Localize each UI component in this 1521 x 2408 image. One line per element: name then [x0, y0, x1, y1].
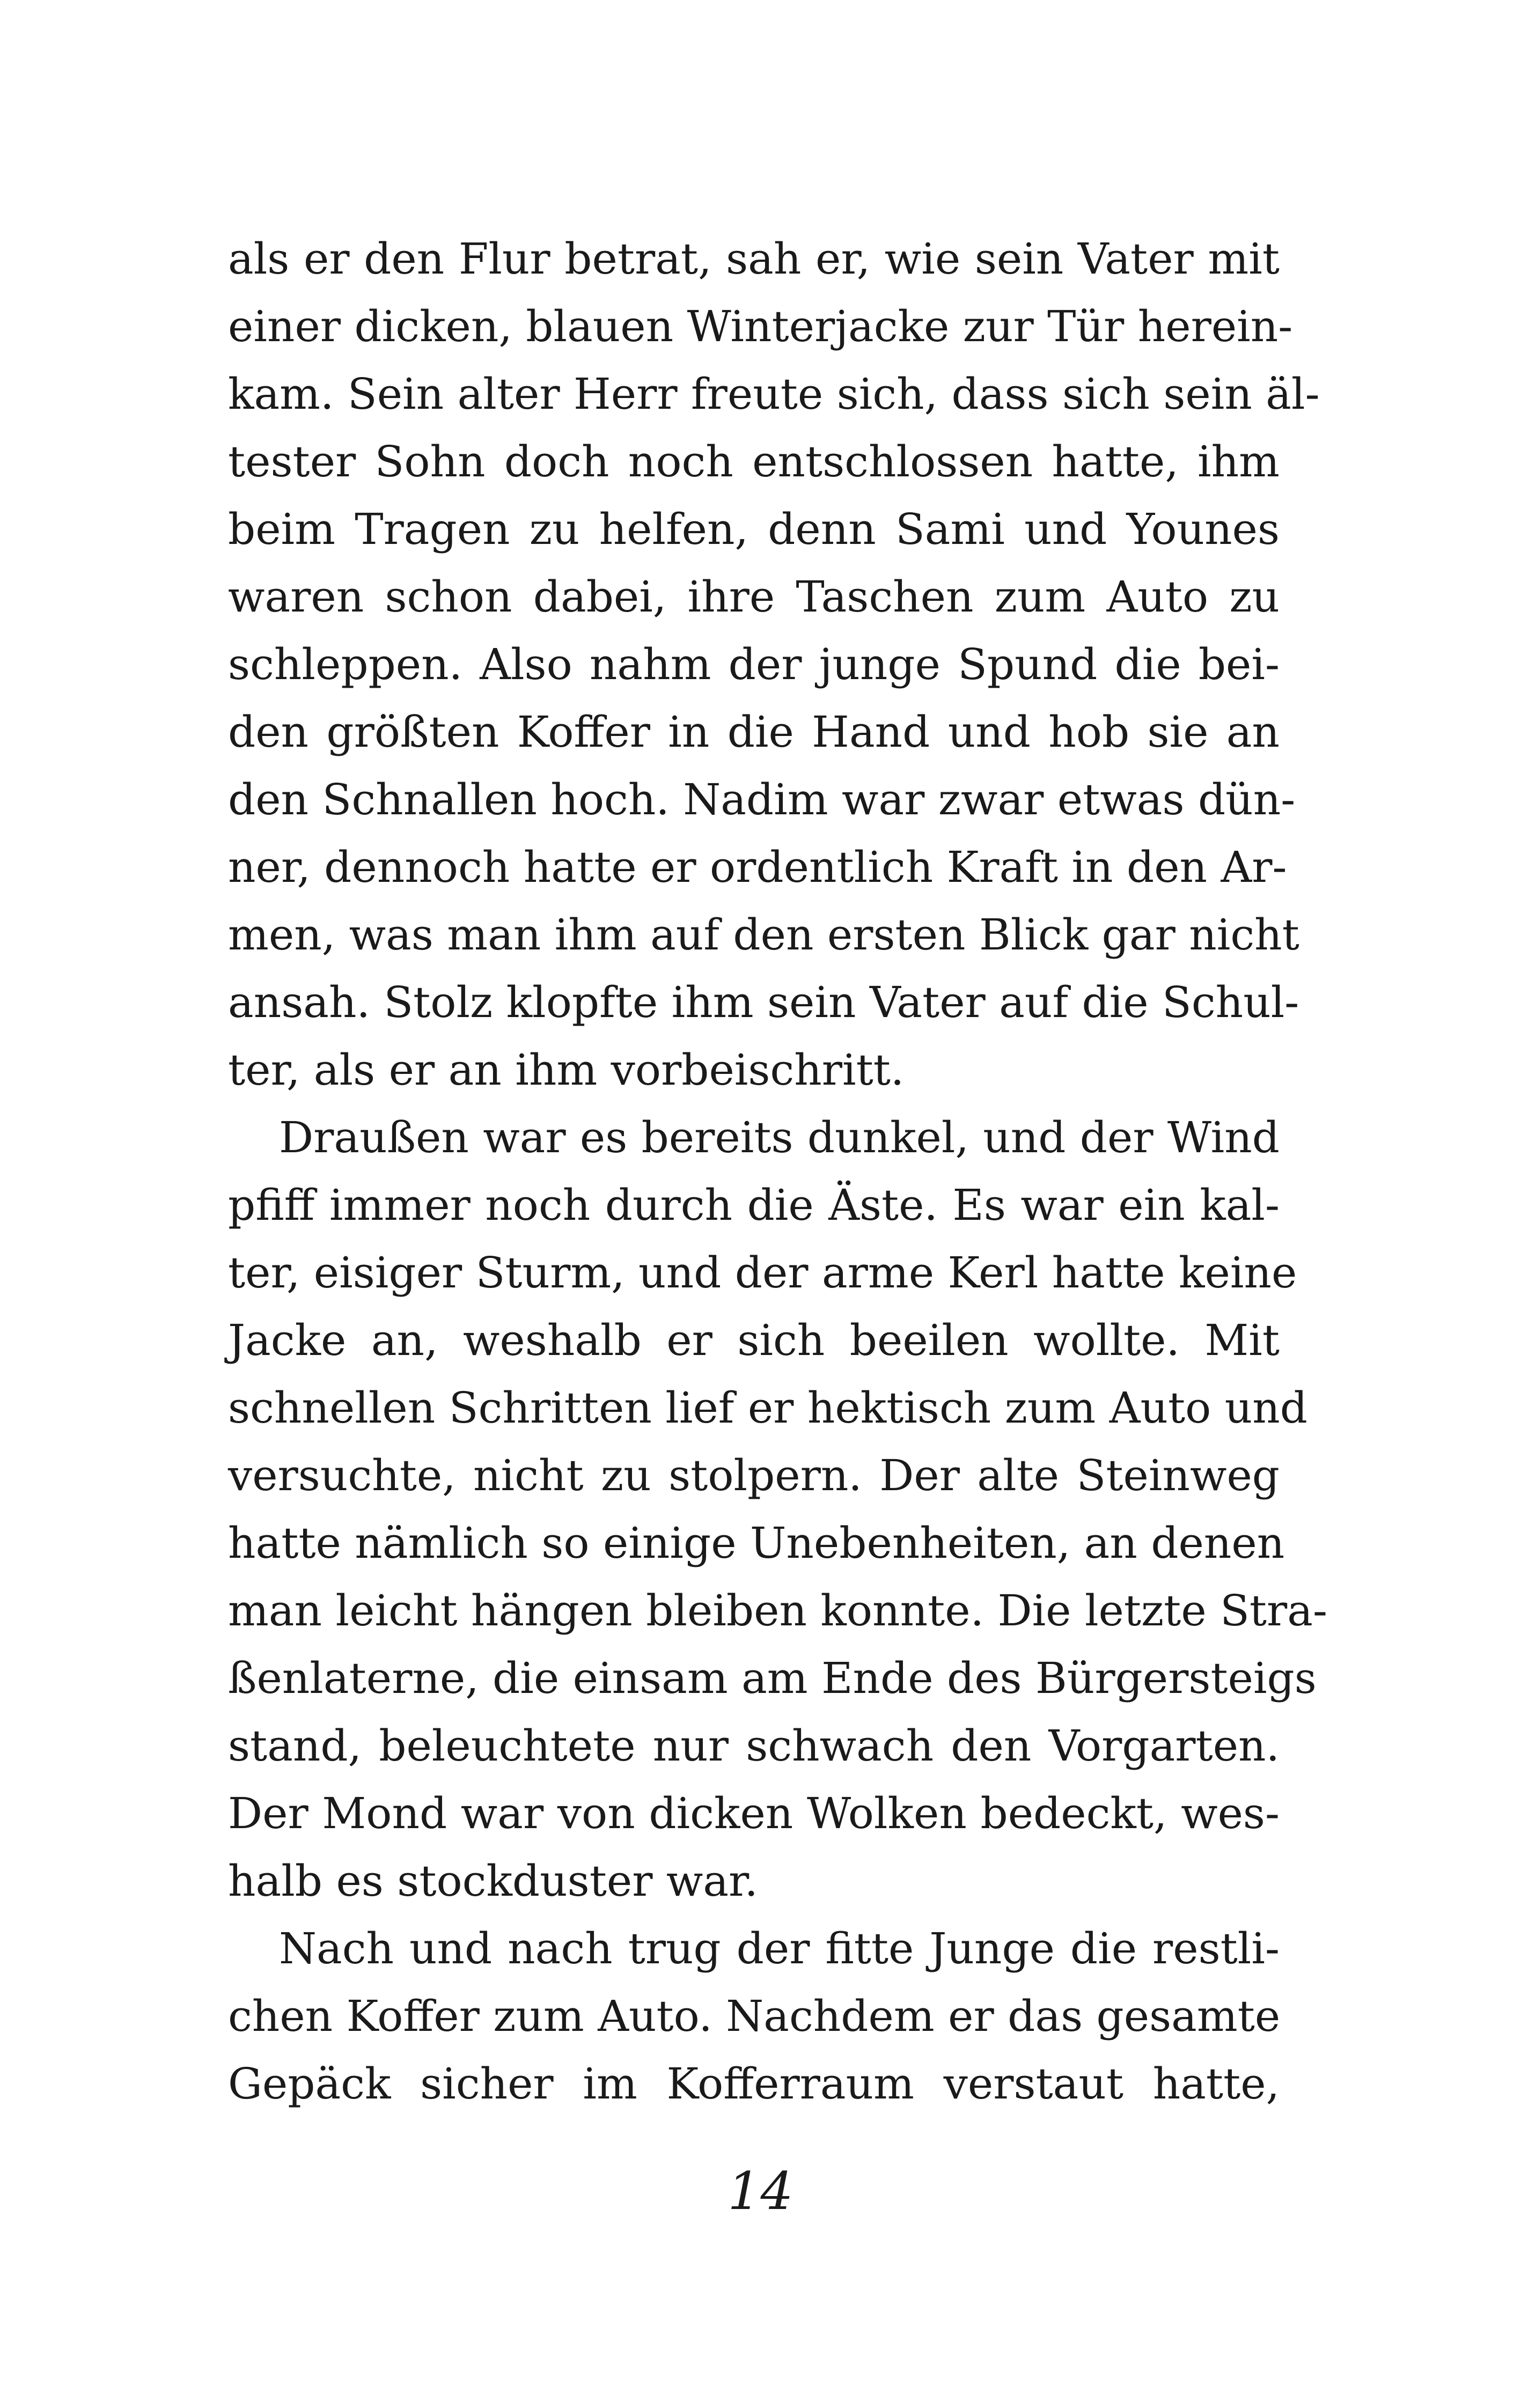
text-line: kam. Sein alter Herr freute sich, dass sich sein äl-: [228, 369, 1320, 419]
body-text: [228, 225, 1328, 2118]
paragraph-1: [228, 225, 1320, 1104]
text-line: chen Koffer zum Auto. Nachdem er das gesamte: [228, 1991, 1281, 2041]
text-line: Jacke an, weshalb er sich beeilen wollte. Mit: [228, 1315, 1280, 1365]
text-line: ßenlaterne, die einsam am Ende des Bürgersteigs: [228, 1653, 1317, 1703]
text-line: stand, beleuchtete nur schwach den Vorgarten.: [228, 1721, 1280, 1771]
text-line: Draußen war es bereits dunkel, und der Wind: [279, 1113, 1280, 1162]
text-line: tester Sohn doch noch entschlossen hatte, ihm: [228, 437, 1280, 487]
text-line: Der Mond war von dicken Wolken bedeckt, wes-: [228, 1788, 1280, 1838]
text-line: beim Tragen zu helfen, denn Sami und Younes: [228, 504, 1280, 554]
text-line: man leicht hängen bleiben konnte. Die letzte Stra-: [228, 1586, 1328, 1636]
text-line: ansah. Stolz klopfte ihm sein Vater auf die Schul-: [228, 977, 1299, 1027]
text-line: halb es stockduster war.: [228, 1856, 758, 1906]
text-line: pfiff immer noch durch die Äste. Es war ein kal-: [228, 1180, 1280, 1230]
text-line: den Schnallen hoch. Nadim war zwar etwas dün-: [228, 775, 1296, 824]
text-line: versuchte, nicht zu stolpern. Der alte Steinweg: [228, 1450, 1280, 1500]
text-line: hatte nämlich so einige Unebenheiten, an denen: [228, 1518, 1285, 1568]
text-line: schnellen Schritten lief er hektisch zum Auto und: [228, 1383, 1307, 1433]
text-line: Nach und nach trug der fitte Junge die restli-: [279, 1924, 1280, 1973]
text-line: schleppen. Also nahm der junge Spund die bei-: [228, 639, 1280, 689]
text-line: den größten Koffer in die Hand und hob sie an: [228, 707, 1280, 757]
text-line: Gepäck sicher im Kofferraum verstaut hatte,: [228, 2059, 1280, 2109]
text-line: ter, als er an ihm vorbeischritt.: [228, 1045, 905, 1095]
text-line: als er den Flur betrat, sah er, wie sein Vater mit: [228, 234, 1280, 284]
text-line: ter, eisiger Sturm, und der arme Kerl hatte keine: [228, 1248, 1297, 1298]
page-number: 14: [728, 2161, 793, 2221]
text-line: einer dicken, blauen Winterjacke zur Tür herein-: [228, 301, 1293, 351]
paragraph-3: [228, 1915, 1280, 2118]
text-line: waren schon dabei, ihre Taschen zum Auto zu: [228, 572, 1280, 622]
paragraph-2: [228, 1104, 1328, 1915]
text-line: ner, dennoch hatte er ordentlich Kraft in den Ar-: [228, 842, 1287, 892]
text-line: men, was man ihm auf den ersten Blick gar nicht: [228, 910, 1299, 960]
